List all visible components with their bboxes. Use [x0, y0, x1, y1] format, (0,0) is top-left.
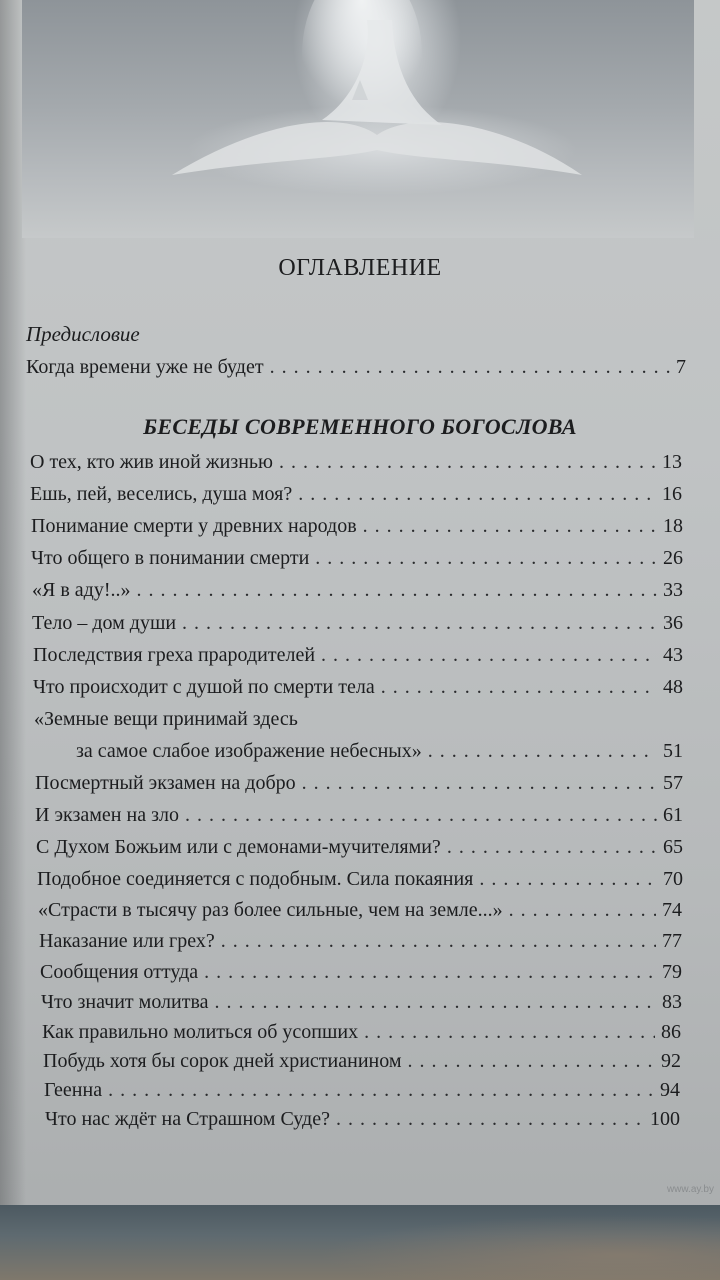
toc-entry-page: 36 — [663, 612, 683, 634]
dot-leader — [221, 930, 656, 953]
toc-entry[interactable] — [41, 991, 682, 1014]
toc-entry-page: 83 — [662, 991, 682, 1013]
toc-entry[interactable] — [32, 612, 683, 635]
toc-entry-title: Тело – дом души — [32, 612, 177, 634]
dot-leader — [321, 644, 657, 667]
dot-leader — [364, 1021, 655, 1044]
toc-entry-title: «Я в аду!..» — [32, 579, 131, 601]
toc-entry[interactable] — [30, 451, 682, 474]
toc-entry[interactable] — [76, 740, 683, 763]
toc-entry[interactable] — [36, 836, 683, 859]
toc-entry-page: 94 — [660, 1079, 680, 1101]
toc-entry-title: Понимание смерти у древних народов — [31, 515, 357, 537]
toc-entry-title: Ешь, пей, веселись, душа моя? — [30, 483, 293, 505]
toc-entry[interactable] — [33, 676, 683, 699]
dot-leader — [363, 515, 657, 538]
dot-leader — [182, 612, 657, 635]
toc-entry[interactable] — [37, 868, 683, 891]
toc-entry-page: 43 — [663, 644, 683, 666]
surface-sheen — [0, 1205, 720, 1280]
toc-entry-title: Геенна — [44, 1079, 103, 1101]
dot-leader — [315, 547, 657, 570]
toc-entry[interactable] — [45, 1108, 680, 1131]
toc-entry-page: 79 — [662, 961, 682, 983]
dot-leader — [302, 772, 657, 795]
toc-entry[interactable] — [42, 1021, 681, 1044]
dot-leader — [279, 451, 656, 474]
dot-leader — [408, 1050, 656, 1073]
toc-entry-title: за самое слабое изображение небесных» — [76, 740, 422, 762]
toc-entry-page: 26 — [663, 547, 683, 569]
toc-entry-page: 65 — [663, 836, 683, 858]
dot-leader — [204, 961, 656, 984]
toc-entry[interactable] — [35, 804, 683, 827]
toc-entry-title: И экзамен на зло — [35, 804, 179, 826]
toc-entry-title: «Страсти в тысячу раз более сильные, чем на земле...» — [38, 899, 503, 921]
toc-entry-title: Что происходит с душой по смерти тела — [33, 676, 375, 698]
toc-entry-title: Когда времени уже не будет — [26, 356, 264, 378]
toc-entry[interactable] — [31, 547, 683, 570]
toc-entry-page: 92 — [661, 1050, 681, 1072]
toc-entry-page: 77 — [662, 930, 682, 952]
dot-leader — [428, 740, 657, 763]
toc-entry-title: Подобное соединяется с подобным. Сила покаяния — [37, 868, 474, 890]
dot-leader — [479, 868, 657, 891]
toc-entry-page: 61 — [663, 804, 683, 826]
toc-entry[interactable] — [43, 1050, 681, 1073]
dot-leader — [215, 991, 656, 1014]
toc-entry-title: Посмертный экзамен на добро — [35, 772, 296, 794]
toc-entry[interactable] — [26, 356, 686, 379]
dot-leader — [509, 899, 656, 922]
toc-entry-title: Как правильно молиться об усопших — [42, 1021, 359, 1043]
toc-entry-title-line1: «Земные вещи принимай здесь — [34, 708, 298, 730]
toc-entry-page: 51 — [663, 740, 683, 762]
toc-entry-page: 33 — [663, 579, 683, 601]
toc-entry-title: Сообщения оттуда — [40, 961, 199, 983]
toc-entry-page: 16 — [662, 483, 682, 505]
toc-entry[interactable] — [44, 1079, 680, 1102]
toc-entry-title: Наказание или грех? — [39, 930, 215, 952]
dot-leader — [298, 483, 656, 506]
dot-leader — [336, 1108, 644, 1131]
dot-leader — [137, 579, 658, 602]
dot-leader — [185, 804, 657, 827]
toc-entry-title: Что значит молитва — [41, 991, 209, 1013]
dot-leader — [270, 356, 670, 379]
toc-entry-page: 74 — [662, 899, 682, 921]
toc-entry-page: 48 — [663, 676, 683, 698]
toc-entry[interactable] — [38, 899, 682, 922]
toc-entry-title: Побудь хотя бы сорок дней христианином — [43, 1050, 402, 1072]
preface-label: Предисловие — [26, 322, 140, 346]
toc-entry[interactable] — [30, 483, 682, 506]
toc-entry-title: Последствия греха прародителей — [33, 644, 316, 666]
toc-entry-page: 100 — [650, 1108, 680, 1130]
toc-entry-page: 70 — [663, 868, 683, 890]
toc-heading: ОГЛАВЛЕНИЕ — [278, 255, 442, 281]
toc-entry[interactable] — [35, 772, 683, 795]
toc-entry[interactable] — [32, 579, 683, 602]
header-illustration — [22, 0, 694, 238]
toc-entry-title: С Духом Божьим или с демонами-мучителями? — [36, 836, 441, 858]
background-surface — [0, 1205, 720, 1280]
toc-entry[interactable] — [31, 515, 683, 538]
dot-leader — [108, 1079, 654, 1102]
toc-entry-page: 7 — [676, 356, 686, 378]
dot-leader — [381, 676, 657, 699]
toc-entry-page: 86 — [661, 1021, 681, 1043]
toc-entry[interactable] — [39, 930, 682, 953]
toc-entry-title: О тех, кто жив иной жизнью — [30, 451, 273, 473]
toc-entry-page: 57 — [663, 772, 683, 794]
toc-entry-title: Что общего в понимании смерти — [31, 547, 310, 569]
toc-entry-page: 13 — [662, 451, 682, 473]
dot-leader — [447, 836, 657, 859]
toc-entry[interactable] — [33, 644, 683, 667]
toc-entry-title: Что нас ждёт на Страшном Суде? — [45, 1108, 330, 1130]
section-title: БЕСЕДЫ СОВРЕМЕННОГО БОГОСЛОВА — [143, 414, 577, 439]
toc-entry[interactable] — [40, 961, 682, 984]
toc-entry-page: 18 — [663, 515, 683, 537]
watermark: www.ay.by — [666, 1184, 714, 1195]
